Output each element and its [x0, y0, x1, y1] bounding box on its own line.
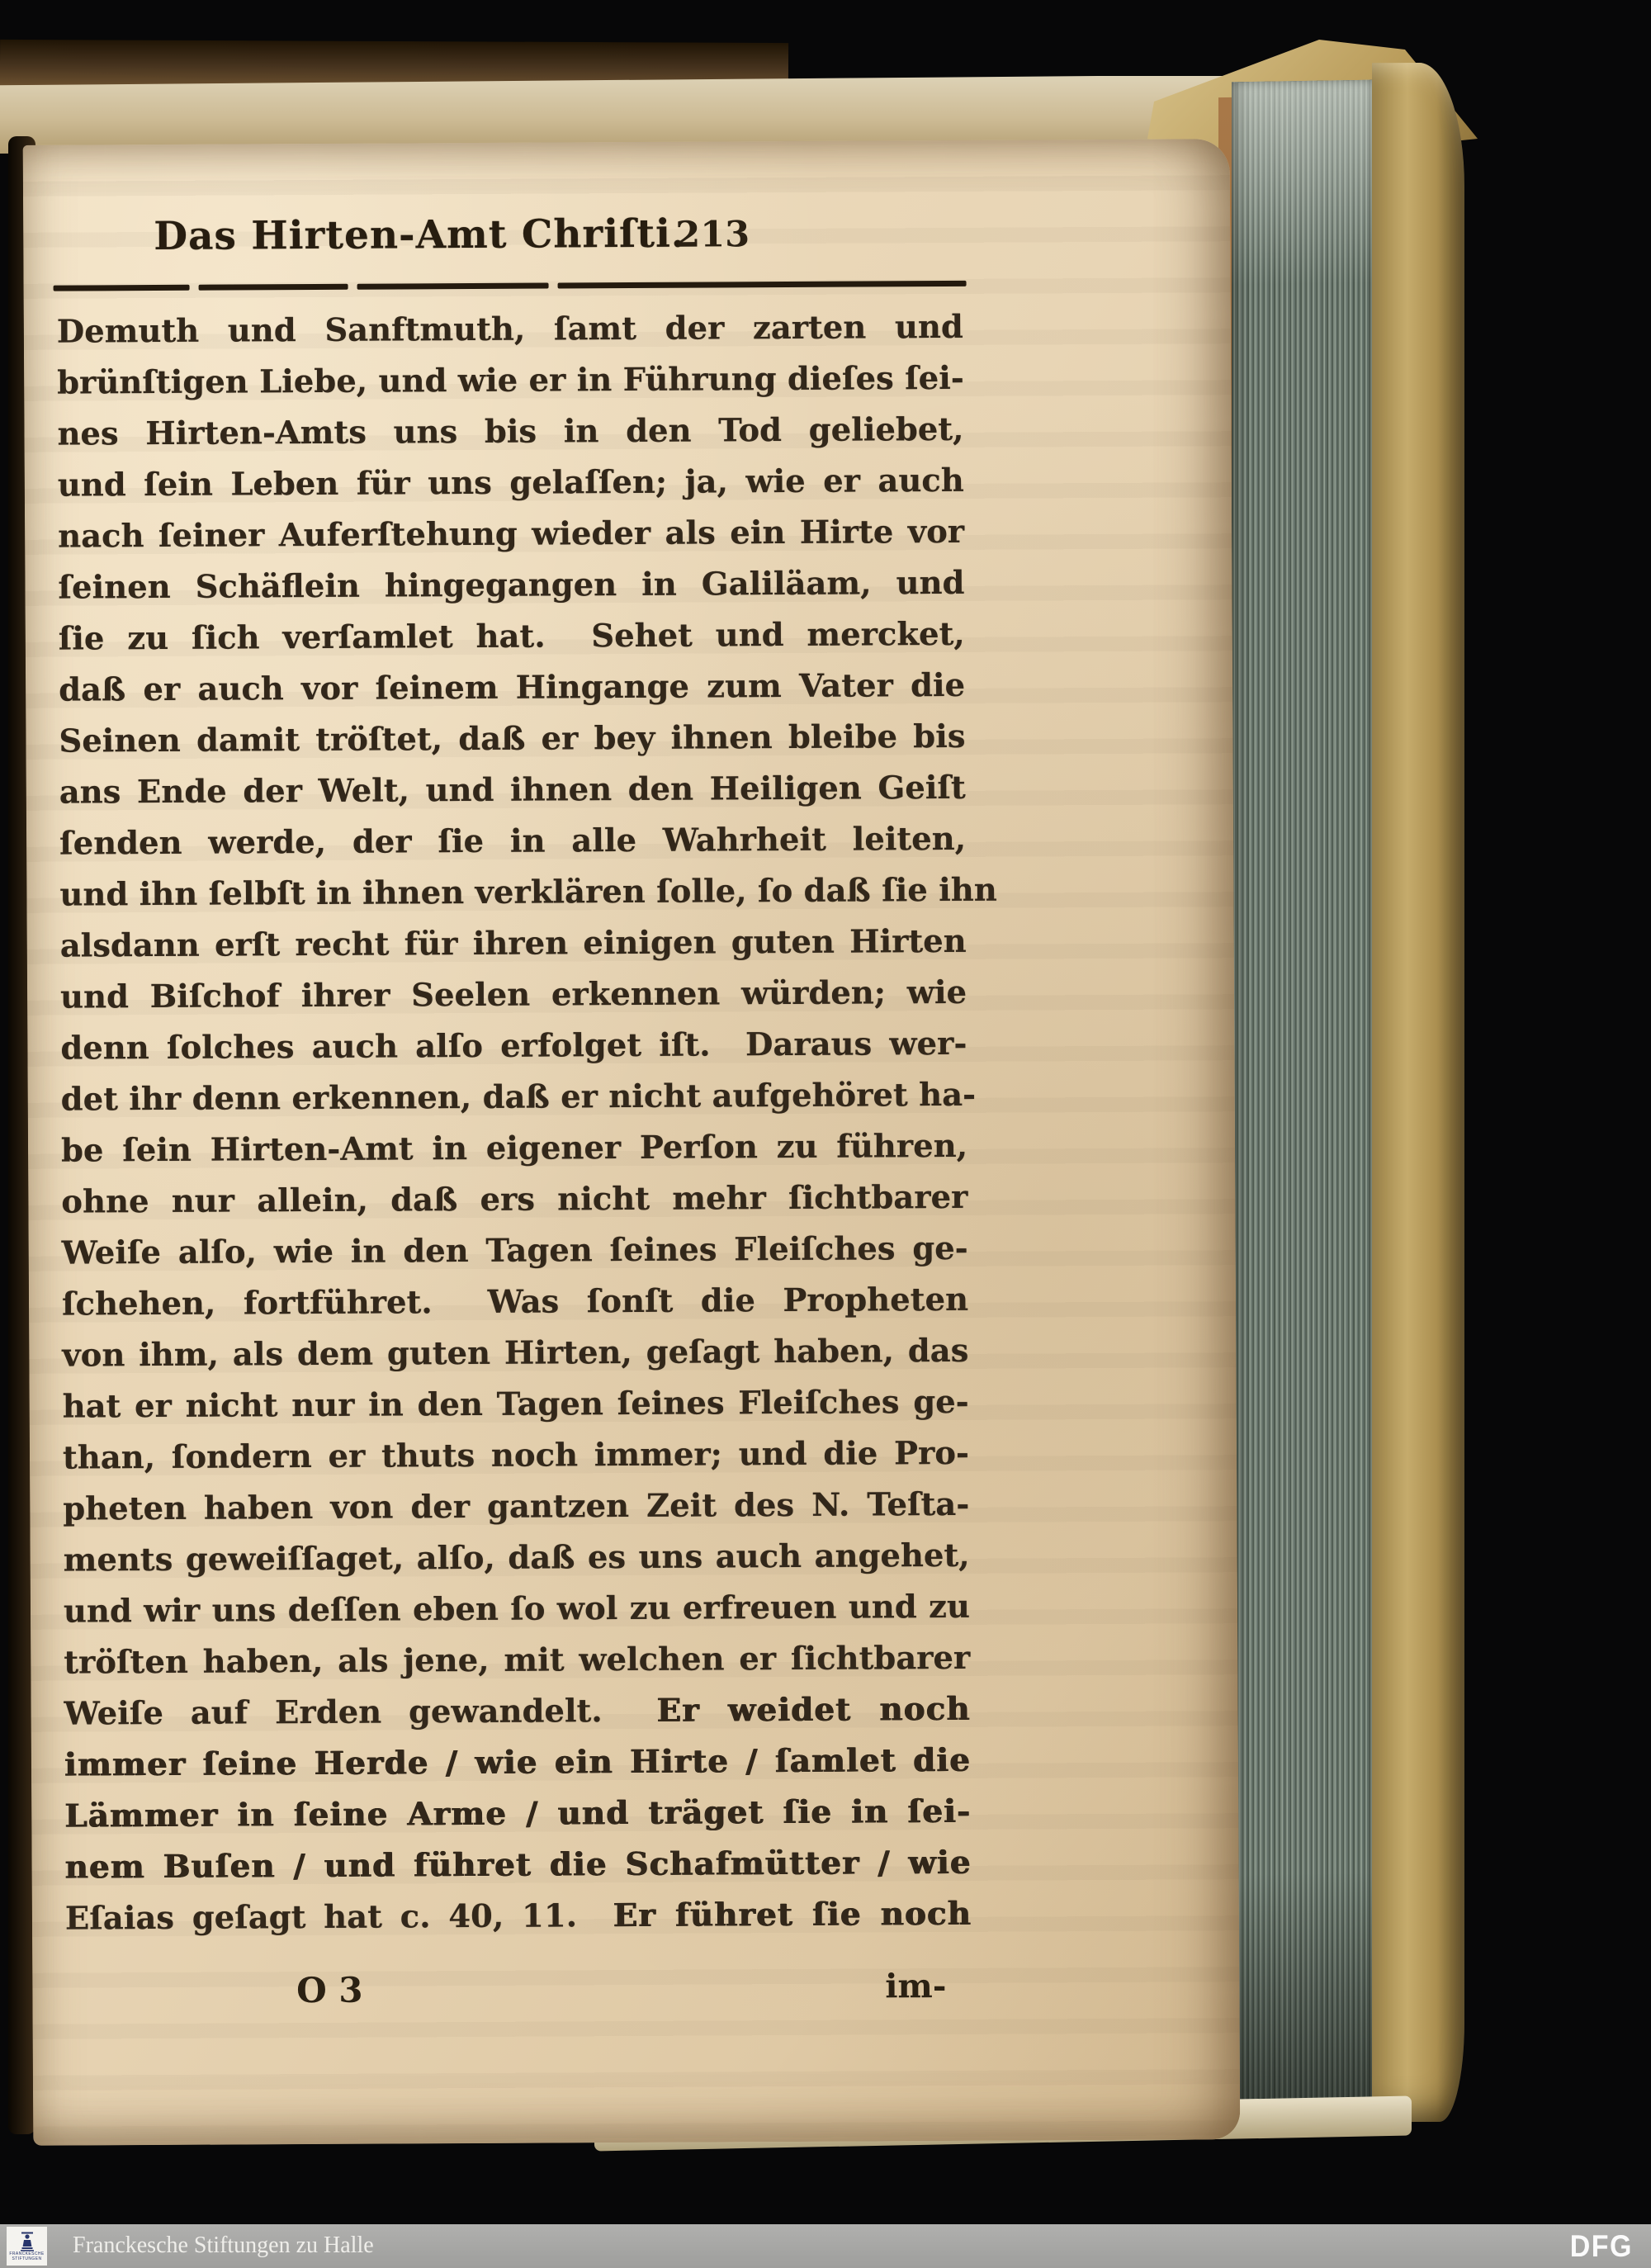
text-line-16: det ihr denn erkennen, daß er nicht aufgehöret ha- [60, 1076, 977, 1119]
text-line-29: immer ſeine Herde / wie ein Hirte / ſamlet die [64, 1741, 972, 1784]
text-line-25: ments geweiſſaget, alſo, daß es uns auch angehet, [63, 1536, 970, 1579]
dfg-logo: DFG [1569, 2229, 1633, 2264]
text-line-21: von ihm, als dem guten Hirten, geſagt haben, das [62, 1332, 969, 1375]
institution-name: Franckesche Stiftungen zu Halle [73, 2232, 374, 2258]
text-line-11: ſenden werde, der ſie in alle Wahrheit leiten, [59, 820, 967, 863]
text-line-1: Demuth und Sanftmuth, ſamt der zarten und [56, 308, 963, 351]
logo-text-line1: FRANCKESCHE [9, 2251, 45, 2256]
text-line-30: Lämmer in ſeine Arme / und träget ſie in ſei- [64, 1792, 972, 1835]
text-line-19: Weiſe alſo, wie in den Tagen ſeines Fleiſches ge- [61, 1229, 968, 1272]
text-line-3: nes Hirten-Amts uns bis in den Tod geliebet, [57, 410, 964, 453]
text-line-10: ans Ende der Welt, und ihnen den Heiligen Geiſt [59, 769, 966, 812]
catchword: im- [885, 1967, 947, 2006]
text-line-22: hat er nicht nur in den Tagen ſeines Fleiſches ge- [62, 1383, 969, 1426]
rule-segment [199, 284, 348, 291]
text-line-12: und ihn ſelbſt in ihnen verklären ſolle, ſo daß ſie ihn [59, 871, 997, 914]
running-title: Das Hirten-Amt Chriſti. [154, 211, 686, 260]
text-line-17: be ſein Hirten-Amt in eigener Perſon zu führen, [60, 1127, 968, 1170]
franckesche-logo [7, 2227, 47, 2266]
header-rule [54, 281, 968, 291]
franckesche-emblem-icon [19, 2232, 35, 2251]
text-line-6: ſeinen Schäflein hingegangen in Galiläam, und [58, 564, 965, 607]
text-line-20: ſchehen, fortführet. Was ſonſt die Propheten [61, 1281, 969, 1323]
body-text [56, 302, 997, 1945]
text-line-31: nem Buſen / und führet die Schafmütter / wie [64, 1844, 972, 1887]
vellum-cover-side [1372, 63, 1464, 2123]
book-fore-edge [1232, 80, 1377, 2119]
text-line-32: Eſaias geſagt hat c. 40, 11. Er führet ſie noch [64, 1895, 972, 1938]
text-line-4: und ſein Leben für uns gelaſſen; ja, wie er auch [57, 462, 964, 504]
text-line-24: pheten haben von der gantzen Zeit des N. Teſta- [63, 1485, 970, 1528]
book-page [23, 139, 1241, 2146]
footer-bar [0, 2224, 1651, 2268]
page-number: 213 [675, 214, 750, 256]
text-line-8: daß er auch vor ſeinem Hingange zum Vater die [59, 666, 966, 709]
text-line-9: Seinen damit tröſtet, daß er bey ihnen bleibe bis [59, 717, 966, 760]
text-line-15: denn ſolches auch alſo erfolget iſt. Daraus wer- [60, 1025, 967, 1068]
text-line-14: und Biſchof ihrer Seelen erkennen würden; wie [59, 973, 967, 1016]
text-line-28: Weiſe auf Erden gewandelt. Er weidet noch [64, 1690, 971, 1733]
quire-signature: O 3 [296, 1969, 363, 2011]
rule-segment [357, 283, 549, 290]
text-line-26: und wir uns deſſen eben ſo wol zu erfreuen und zu [63, 1588, 971, 1631]
text-line-5: nach ſeiner Auferſtehung wieder als ein Hirte vor [58, 513, 965, 556]
text-line-2: brünſtigen Liebe, und wie er in Führung dieſes ſei- [57, 359, 964, 402]
text-line-23: than, ſondern er thuts noch immer; und die Pro- [62, 1434, 970, 1477]
rule-segment [54, 285, 190, 291]
text-line-7: ſie zu ſich verſamlet hat. Sehet und mercket, [58, 615, 965, 658]
text-line-27: tröſten haben, als jene, mit welchen er ſichtbarer [64, 1639, 971, 1682]
logo-text-line2: STIFTUNGEN [12, 2256, 42, 2261]
text-line-18: ohne nur allein, daß ers nicht mehr ſichtbarer [61, 1178, 968, 1221]
text-line-13: alsdann erſt recht für ihren einigen guten Hirten [59, 922, 967, 965]
rule-segment [558, 281, 967, 289]
